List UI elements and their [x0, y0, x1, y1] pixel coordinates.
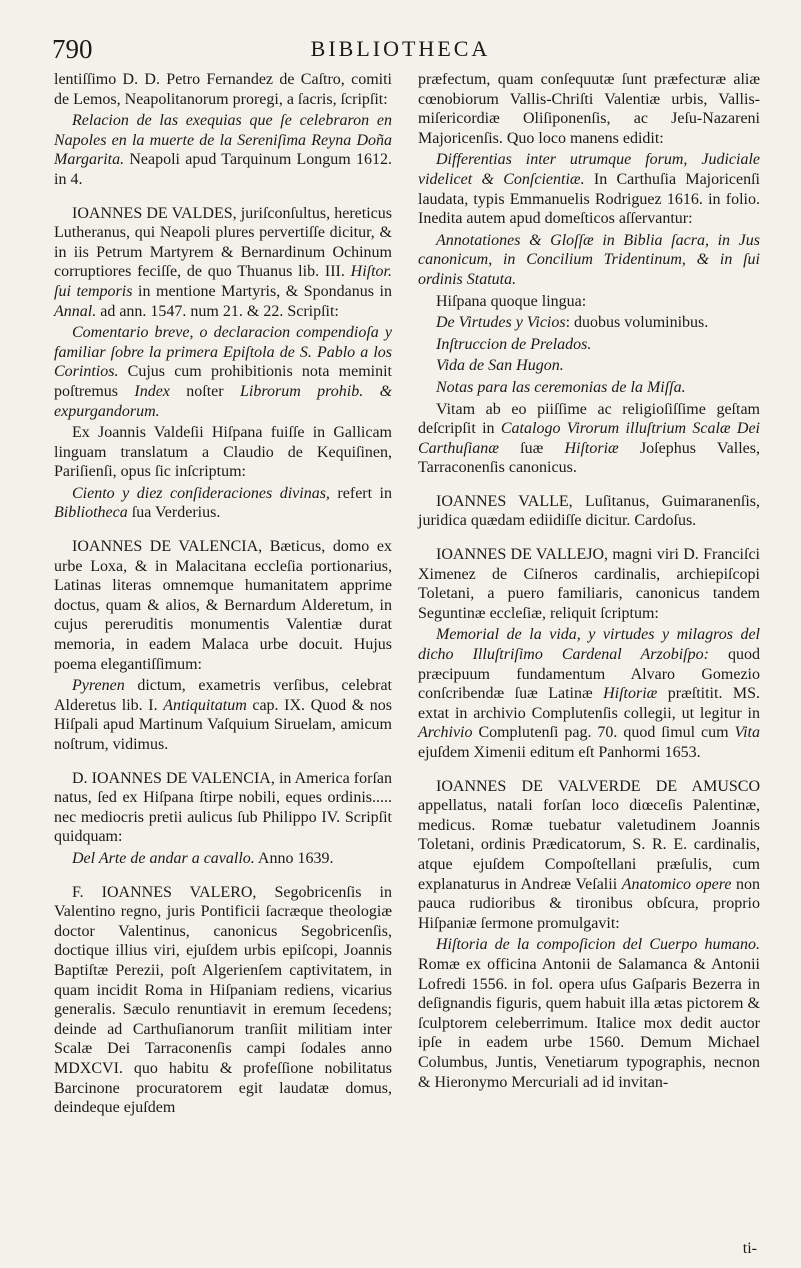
- catchword: ti-: [742, 1240, 757, 1257]
- left-paragraph: Ex Joannis Valdeſii Hiſpana fuiſſe in Gallicam linguam translatum a Claudio de Kequiſinen, Pariſienſi, opus ſic inſcriptum:: [54, 424, 392, 481]
- right-paragraph: Memorial de la vida, y virtudes y milagros del dicho Illuſtriſimo Cardenal Arzobiſpo: quod præcipuum fundamentum Alvaro Gomezio conſcribendæ ſuæ Latinæ Hiſtoriæ præſtitit. MS. extat in archivio Complutenſis collegii, ut legitur in Archivio Complutenſi pag. 70. quod ſimul cum Vita ejuſdem Ximenii editum eſt Panhormi 1653.: [418, 626, 761, 761]
- right-paragraph: Hiſtoria de la compoſicion del Cuerpo humano. Romæ ex officina Antonii de Salamanca & Antonii Lofredi 1556. in fol. opera uſus Gaſparis Bezerra in deſignandis figuris, quem habuit illa ætas pictorem & ſculptorem celeberrimum. Italice mox dedit auctor ipſe in eadem urbe 1560. Demum Michael Columbus, Juntis, Venetiarum typographis, necnon & Hieronymo Mercuriali ad id invitan-: [418, 936, 760, 1091]
- left-paragraph: Ciento y diez conſideraciones divinas, refert in Bibliotheca ſua Verderius.: [54, 484, 393, 522]
- left-paragraph: lentiſſimo D. D. Petro Fernandez de Caſtro, comiti de Lemos, Neapolitanorum proregi, a ſacris, ſcripſit:: [54, 71, 392, 108]
- left-column: [54, 70, 392, 1120]
- right-paragraph: IOANNES VALLE, Luſitanus, Guimaranenſis, juridica quædam ediidiſſe dicitur. Cardoſus.: [418, 492, 760, 530]
- left-paragraph: Del Arte de andar a cavallo. Anno 1639.: [72, 849, 334, 867]
- running-title: BIBLIOTHECA: [310, 36, 491, 61]
- left-paragraph: Comentario breve, o declaracion compendioſa y familiar ſobre la primera Epiſtola de S. Pablo a los Corintios. Cujus cum prohibitionis nota meminit poſtremus Index noſter Librorum prohib. & expurgandorum.: [54, 324, 393, 420]
- left-paragraph: F. IOANNES VALERO, Segobricenſis in Valentino regno, juris Pontificii ſacræque theologiæ doctor Valentinus, canonicus Segobricenſis, doctique illius viri, ejuſdem urbis epiſcopi, Joannis Baptiſtæ Perezii, poſt Algerienſem captivitatem, in quam incidit Roma in Hiſpaniam rediens, vicarius generalis. Sæculo renuntiavit in eremum ſecedens; deinde ad Carthuſianorum tranſiit militiam inter Scalæ Dei Tarraconenſis campi ſodales anno MDXCVI. quo habitu & profeſſione nobilitatus Barcinone procuratorem egit laudatæ domus, deindeque ejuſdem: [54, 883, 392, 1117]
- page-number: 790: [52, 34, 93, 64]
- left-paragraph: D. IOANNES DE VALENCIA, in America forſan natus, ſed ex Hiſpana ſtirpe nobili, eques ordinis..... nec mediocris pretii aulicus ſub Philippo IV. Scripſit quidquam:: [54, 769, 392, 846]
- right-paragraph: Annotationes & Gloſſæ in Biblia ſacra, in Jus canonicum, in Concilium Tridentinum, & in ſui ordinis Statuta.: [418, 231, 760, 288]
- right-paragraph: De Virtudes y Vicios: duobus voluminibus.: [436, 314, 709, 332]
- right-paragraph: Notas para las ceremonias de la Miſſa.: [436, 378, 686, 396]
- page-header: [0, 10, 801, 70]
- left-paragraph: IOANNES DE VALDES, juriſconſultus, hereticus Lutheranus, qui Neapoli plures pervertiſſe dicitur, & in iis Petrum Martyrem & Bernardinum Ochinum corruptiores feciſſe, de quo Thuanus lib. III. Hiſtor. ſui temporis in mentione Martyris, & Spondanus in Annal. ad ann. 1547. num 21. & 22. Scripſit:: [54, 204, 393, 320]
- left-paragraph: Pyrenen dictum, exametris verſibus, celebrat Alderetus lib. I. Antiquitatum cap. IX. Quod & nos Hiſpali apud Martinum Vaſquium Siruelam, amicum noſtrum, vidimus.: [54, 677, 393, 753]
- left-paragraph: Relacion de las exequias que ſe celebraron en Napoles en la muerte de la Sereniſima Reyna Doña Margarita. Neapoli apud Tarquinum Longum 1612. in 4.: [54, 112, 392, 188]
- right-paragraph: Vitam ab eo piiſſime ac religioſiſſime geſtam deſcripſit in Catalogo Virorum illuſtrium Scalæ Dei Carthuſianæ ſuæ Hiſtoriæ Joſephus Valles, Tarraconenſis canonicus.: [418, 400, 760, 477]
- right-paragraph: præfectum, quam conſequutæ ſunt præfecturæ aliæ cœnobiorum Vallis-Chriſti Valentiæ urbis, Vallis-miſericordiæ Oliſiponenſis, ac Jeſu-Nazareni Majoricenſis. Quo loco manens edidit:: [418, 71, 760, 147]
- right-paragraph: Vida de San Hugon.: [436, 357, 564, 375]
- right-column: [418, 70, 760, 1094]
- right-paragraph: Hiſpana quoque lingua:: [436, 292, 587, 310]
- right-paragraph: Inſtruccion de Prelados.: [436, 335, 592, 353]
- right-paragraph: IOANNES DE VALLEJO, magni viri D. Franciſci Ximenez de Ciſneros cardinalis, archiepiſcopi Toletani, a puero familiaris, canonicus tandem Seguntinæ eccleſiæ, reliquit ſcriptum:: [418, 546, 760, 622]
- right-paragraph: Differentias inter utrumque forum, Judiciale videlicet & Conſcientiæ. In Carthuſia Majoricenſi laudata, typis Emmanuelis Rodriguez 1616. in folio. Inedita autem apud domeſticos aſſervantur:: [418, 151, 760, 228]
- right-paragraph: IOANNES DE VALVERDE DE AMUSCO appellatus, natali forſan loco diœceſis Palentinæ, medicus. Romæ tuebatur valetudinem Joannis Toletani, ordinis Prædicatorum, S. R. E. cardinalis, atque ejuſdem Compoſtellani præſulis, cum explanaturus in Andreæ Veſalii Anatomico opere non pauca rudioribus & tironibus obſcura, proprio Hiſpaniæ ſermone promulgavit:: [418, 777, 761, 932]
- left-paragraph: IOANNES DE VALENCIA, Bæticus, domo ex urbe Loxa, & in Malacitana eccleſia portionarius, Latinas literas omnemque humanitatem apprime doctus, quam & alios, & Bernardum Alderetum, in cujus pereruditis monumentis Valentiæ durat memoria, in eadem Malaca urbe docuit. Hujus poema elegantiſſimum:: [54, 538, 392, 673]
